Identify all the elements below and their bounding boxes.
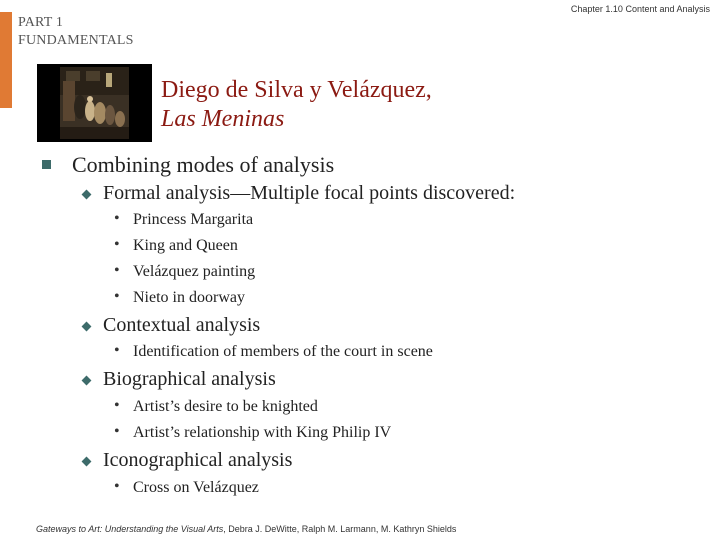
footer-authors: , Debra J. DeWitte, Ralph M. Larmann, M. Kathryn Shields bbox=[223, 524, 457, 534]
section-label: Formal analysis—Multiple focal points discovered: bbox=[103, 182, 516, 204]
list-item: Princess Margarita bbox=[133, 211, 254, 228]
slide-title bbox=[161, 76, 432, 134]
painting-image bbox=[60, 67, 129, 139]
chapter-label: Chapter 1.10 Content and Analysis bbox=[570, 4, 710, 14]
list-item: Identification of members of the court in scene bbox=[133, 343, 433, 360]
part-name: FUNDAMENTALS bbox=[18, 33, 134, 48]
footer-citation bbox=[36, 524, 456, 534]
section-label: Iconographical analysis bbox=[103, 449, 293, 471]
dot-bullet-icon: • bbox=[114, 342, 120, 359]
dot-bullet-icon: • bbox=[114, 210, 120, 227]
accent-bar bbox=[0, 12, 12, 108]
part-number: PART 1 bbox=[18, 15, 64, 30]
dot-bullet-icon: • bbox=[114, 478, 120, 495]
dot-bullet-icon: • bbox=[114, 236, 120, 253]
title-artwork: Las Meninas bbox=[161, 106, 285, 132]
dot-bullet-icon: • bbox=[114, 423, 120, 440]
list-item: Artist’s relationship with King Philip IV bbox=[133, 424, 392, 441]
dot-bullet-icon: • bbox=[114, 288, 120, 305]
diamond-bullet-icon bbox=[82, 457, 92, 467]
dot-bullet-icon: • bbox=[114, 397, 120, 414]
dot-bullet-icon: • bbox=[114, 262, 120, 279]
list-item: Nieto in doorway bbox=[133, 289, 245, 306]
painting-thumbnail bbox=[37, 64, 152, 142]
title-artist: Diego de Silva y Velázquez, bbox=[161, 77, 432, 103]
list-item: King and Queen bbox=[133, 237, 238, 254]
square-bullet-icon bbox=[42, 160, 51, 169]
list-item: Artist’s desire to be knighted bbox=[133, 398, 318, 415]
diamond-bullet-icon bbox=[82, 322, 92, 332]
section-label: Contextual analysis bbox=[103, 314, 261, 336]
footer-book-title: Gateways to Art: Understanding the Visual Arts bbox=[36, 524, 224, 534]
outline-heading: Combining modes of analysis bbox=[72, 152, 335, 177]
list-item: Cross on Velázquez bbox=[133, 479, 259, 496]
diamond-bullet-icon bbox=[82, 190, 92, 200]
diamond-bullet-icon bbox=[82, 376, 92, 386]
list-item: Velázquez painting bbox=[133, 263, 256, 280]
part-label bbox=[18, 14, 134, 50]
section-label: Biographical analysis bbox=[103, 368, 276, 390]
